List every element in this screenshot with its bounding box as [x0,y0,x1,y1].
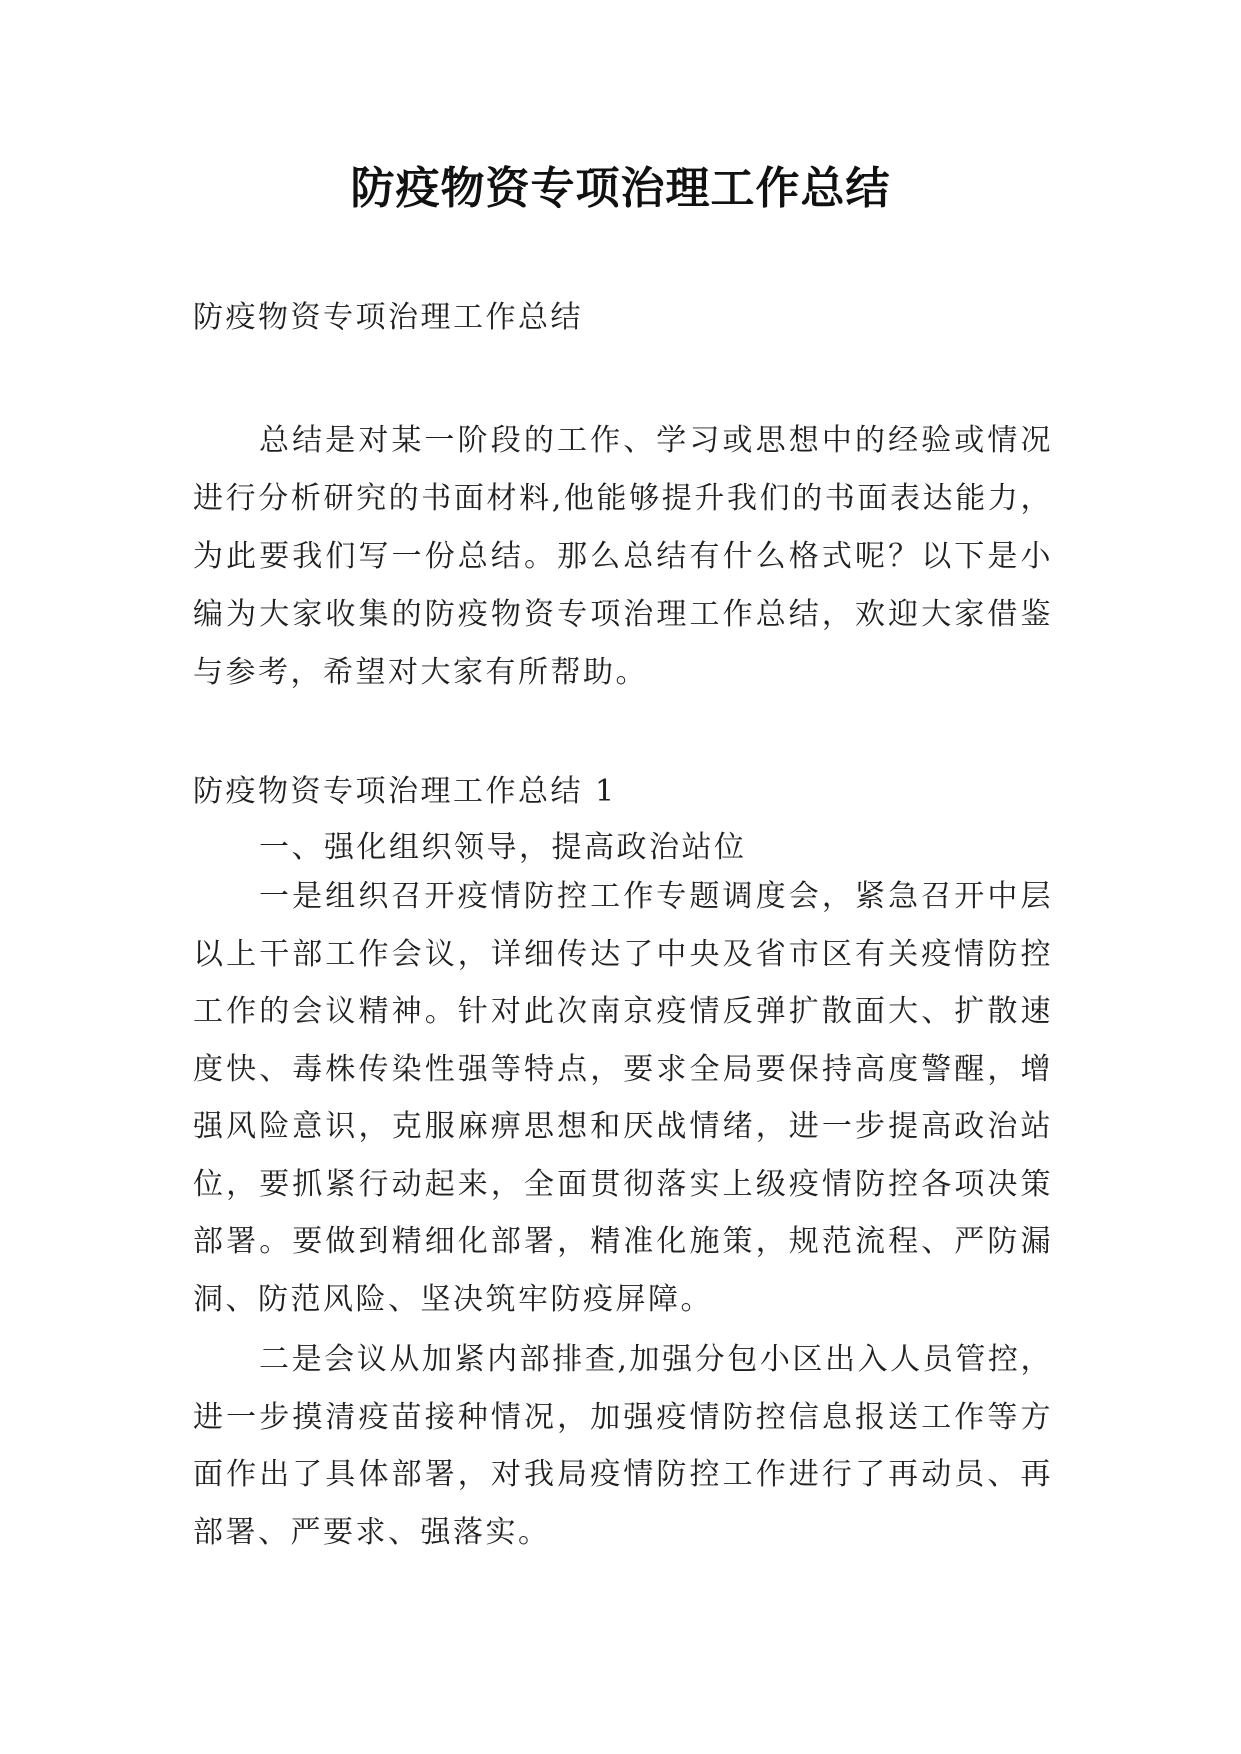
intro-paragraph: 总结是对某一阶段的工作、学习或思想中的经验或情况进行分析研究的书面材料,他能够提升我们的书面表达能力，为此要我们写一份总结。那么总结有什么格式呢？以下是小编为大家收集的防疫物资专项治理工作总结，欢迎大家借鉴与参考，希望对大家有所帮助。 [193,423,1053,690]
document-subtitle: 防疫物资专项治理工作总结 [193,300,583,335]
document-title: 防疫物资专项治理工作总结 [350,163,891,214]
section-title: 防疫物资专项治理工作总结 1 [193,774,617,809]
body-paragraph-1: 一是组织召开疫情防控工作专题调度会，紧急召开中层以上干部工作会议，详细传达了中央及省市区有关疫情防控工作的会议精神。针对此次南京疫情反弹扩散面大、扩散速度快、毒株传染性强等特点，要求全局要保持高度警醒，增强风险意识，克服麻痹思想和厌战情绪，进一步提高政治站位，要抓紧行动起来，全面贯彻落实上级疫情防控各项决策部署。要做到精细化部署，精准化施策，规范流程、严防漏洞、防范风险、坚决筑牢防疫屏障。 [193,879,1053,1317]
section-heading: 一、强化组织领导，提高政治站位 [259,830,747,865]
body-paragraph-2: 二是会议从加紧内部排查,加强分包小区出入人员管控，进一步摸清疫苗接种情况，加强疫情防控信息报送工作等方面作出了具体部署，对我局疫情防控工作进行了再动员、再部署、严要求、强落实。 [193,1342,1053,1550]
